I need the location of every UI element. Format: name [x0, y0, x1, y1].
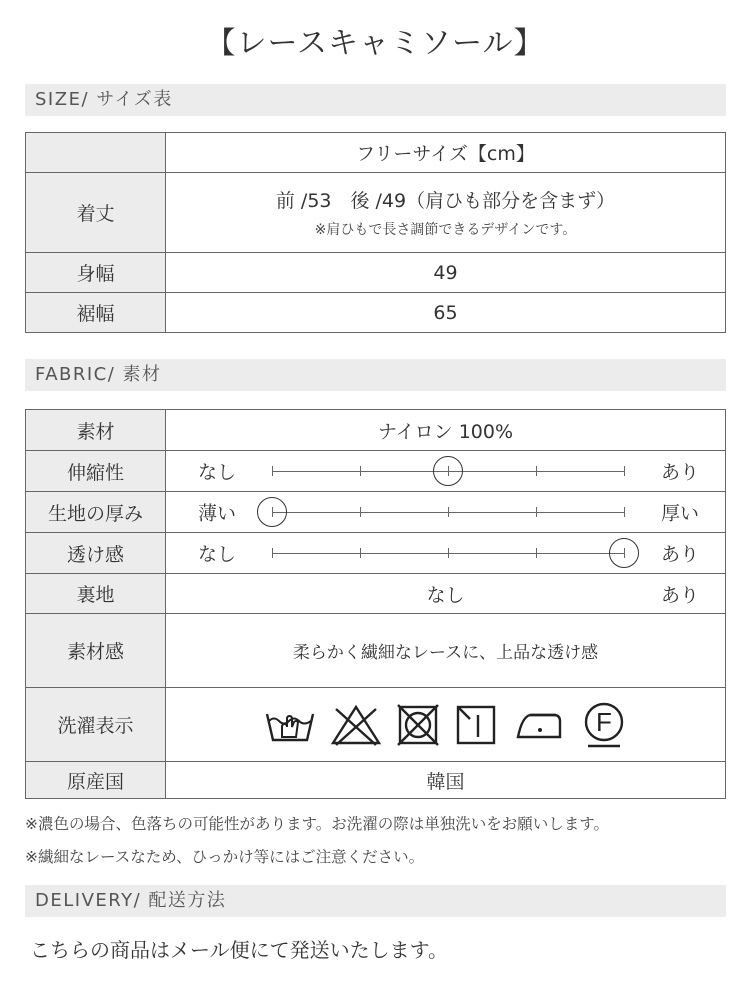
row-label-care: 洗濯表示 — [26, 688, 166, 762]
scale-tick — [448, 548, 449, 558]
table-row — [26, 451, 726, 492]
length-cell — [166, 173, 726, 253]
scale-level-marker — [433, 456, 463, 486]
sheerness-scale-left-label: なし — [198, 543, 237, 566]
table-row — [26, 173, 726, 253]
dry-clean-letter: F — [595, 706, 612, 737]
lining-cell — [166, 574, 726, 614]
table-row — [26, 533, 726, 574]
scale-tick — [448, 507, 449, 517]
thickness-scale-left-label: 薄い — [198, 502, 237, 525]
size-section-header: SIZE/ サイズ表 — [25, 84, 726, 116]
row-label-length: 着丈 — [26, 173, 166, 253]
scale-tick — [624, 466, 625, 476]
care-icons-cell — [166, 688, 726, 762]
scale-tick — [360, 466, 361, 476]
scale-level-marker — [257, 497, 287, 527]
origin-value: 韓国 — [166, 762, 726, 799]
row-label-hem-width: 裾幅 — [26, 293, 166, 333]
row-label-stretch: 伸縮性 — [26, 451, 166, 492]
scale-tick — [360, 548, 361, 558]
fabric-section-header: FABRIC/ 素材 — [25, 359, 726, 391]
scale-tick — [272, 548, 273, 558]
scale-tick — [272, 466, 273, 476]
row-label-material: 素材 — [26, 410, 166, 451]
sheerness-scale-cell — [166, 533, 726, 574]
scale-tick — [536, 548, 537, 558]
stretch-scale-cell — [166, 451, 726, 492]
lining-option: あり — [660, 584, 699, 606]
note-lace-care: ※繊細なレースなため、ひっかけ等にはご注意ください。 — [25, 848, 425, 866]
table-row — [26, 293, 726, 333]
delivery-section-header: DELIVERY/ 配送方法 — [25, 885, 726, 917]
table-row — [26, 492, 726, 533]
table-row — [26, 688, 726, 762]
table-row — [26, 253, 726, 293]
fabric-table — [25, 409, 726, 799]
scale-tick — [360, 507, 361, 517]
table-row — [26, 574, 726, 614]
table-row — [26, 762, 726, 799]
row-label-width: 身幅 — [26, 253, 166, 293]
size-column-header: フリーサイズ【cm】 — [166, 133, 726, 173]
scale-tick — [624, 507, 625, 517]
row-label-lining: 裏地 — [26, 574, 166, 614]
row-label-thickness: 生地の厚み — [26, 492, 166, 533]
width-value: 49 — [166, 253, 726, 293]
length-value: 前 /53 後 /49（肩ひも部分を含まず） — [275, 190, 616, 212]
care-icons — [166, 701, 725, 749]
scale-tick — [536, 507, 537, 517]
thickness-scale-right-label: 厚い — [660, 502, 699, 525]
scale-tick — [536, 466, 537, 476]
line-dry-shade-icon — [454, 703, 498, 747]
no-bleach-icon — [330, 703, 382, 747]
delivery-text: こちらの商品はメール便にて発送いたします。 — [30, 938, 448, 962]
row-label-texture: 素材感 — [26, 614, 166, 688]
hand-wash-30-icon — [264, 705, 316, 745]
note-color-fading: ※濃色の場合、色落ちの可能性があります。お洗濯の際は単独洗いをお願いします。 — [25, 815, 610, 833]
lining-value: なし — [426, 584, 465, 606]
row-label-origin: 原産国 — [26, 762, 166, 799]
thickness-scale-cell — [166, 492, 726, 533]
texture-value: 柔らかく繊細なレースに、上品な透け感 — [166, 614, 726, 688]
row-label-sheerness: 透け感 — [26, 533, 166, 574]
table-row — [26, 410, 726, 451]
size-table-header-row — [26, 133, 726, 173]
sheerness-scale-right-label: あり — [660, 543, 699, 566]
page-title: 【レースキャミソール】 — [205, 26, 545, 61]
stretch-scale-left-label: なし — [198, 461, 237, 484]
no-tumble-dry-icon — [396, 703, 440, 747]
iron-low-icon — [512, 703, 566, 747]
material-value: ナイロン 100% — [166, 410, 726, 451]
size-table — [25, 132, 726, 333]
size-table-corner — [26, 133, 166, 173]
table-row — [26, 614, 726, 688]
hem-width-value: 65 — [166, 293, 726, 333]
dry-clean-f-icon — [580, 701, 628, 749]
stretch-scale-right-label: あり — [660, 461, 699, 484]
length-note: ※肩ひもで長さ調節できるデザインです。 — [314, 222, 577, 238]
scale-level-marker — [609, 538, 639, 568]
